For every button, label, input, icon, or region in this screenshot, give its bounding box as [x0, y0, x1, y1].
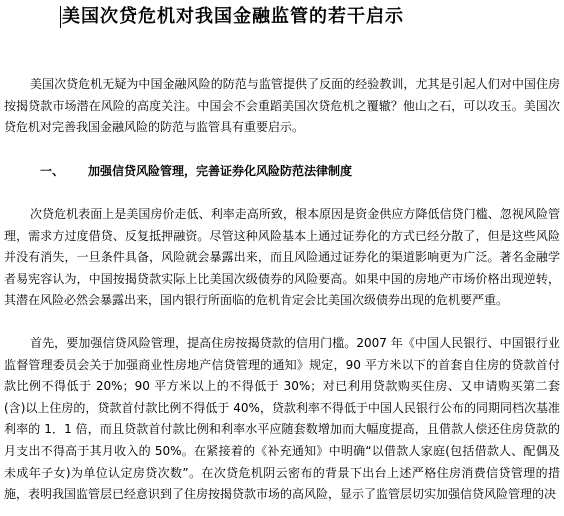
section-number: 一、	[40, 164, 65, 178]
text-cursor	[60, 6, 61, 28]
intro-paragraph: 美国次贷危机无疑为中国金融风险的防范与监管提供了反面的经验教训，尤其是引起人们对中国住房按揭贷款市场潜在风险的高度关注。中国会不会重蹈美国次贷危机之覆辙？他山之石，可以攻玉。美国次贷危机对完善我国金融风险的防范与监管具有重要启示。	[4, 77, 560, 135]
section-heading	[40, 161, 352, 181]
section-heading-text: 加强信贷风险管理，完善证券化风险防范法律制度	[88, 164, 353, 178]
body-paragraph: 首先，要加强信贷风险管理，提高住房按揭贷款的信用门槛。2007 年《中国人民银行、中国银行业监督管理委员会关于加强商业性房地产信贷管理的通知》规定，90 平方米以下的首套自住房的贷款首付款比例不得低于 20%；90 平方米以上的不得低于 30%；对已利用贷款购买住房、又申请购买第二套(含)以上住房的，贷款首付款比例不得低于 40%，贷款利率不得低于中国人民银行公布的同期同档次基准利率的 1．1 倍，而且贷款首付款比例和利率水平应随套数增加而大幅度提高，且借款人偿还住房贷款的月支出不得高于其月收入的 50%。在紧接着的《补充通知》中明确“以借款人家庭(包括借款人、配偶及未成年子女)为单位认定房贷次数”。在次贷危机阴云密布的背景下出台上述严格住房消费信贷管理的措施，表明我国监管层已经意识到了住房按揭贷款市场的高风险，显示了监管层切实加强信贷风险管理的决	[4, 336, 560, 502]
document-title: 美国次贷危机对我国金融监管的若干启示	[62, 6, 404, 27]
body-paragraph: 次贷危机表面上是美国房价走低、利率走高所致，根本原因是资金供应方降低信贷门槛、忽视风险管理，需求方过度借贷、反复抵押融资。尽管这种风险基本上通过证券化的方式已经分散了，但是这些风险并没有消失，一旦条件具备，风险就会暴露出来，而且风险通过证券化的渠道影响更为广泛。著名金融学者易宪容认为，中国按揭贷款实际上比美国次级债券的风险要高。如果中国的房地产市场价格出现逆转，其潜在风险必然会暴露出来，国内银行所面临的危机肯定会比美国次级债券出现的危机要严重。	[4, 207, 560, 308]
